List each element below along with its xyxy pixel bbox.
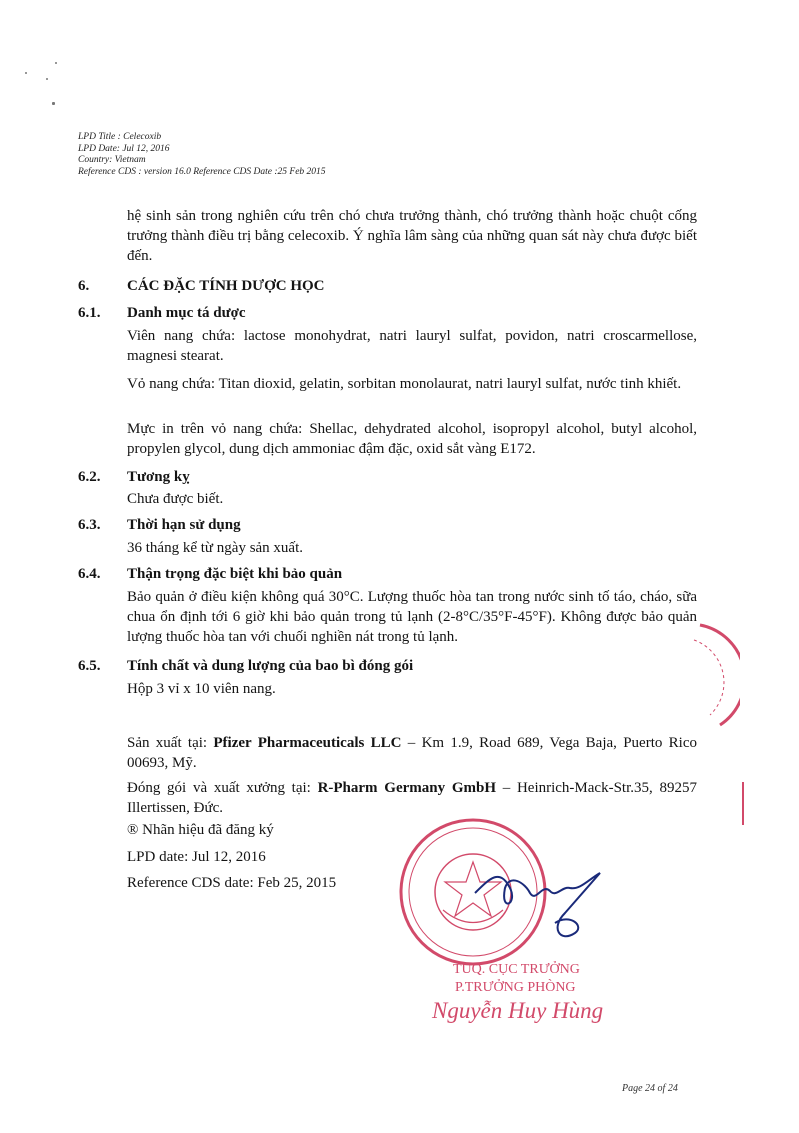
section-6-2-number: 6.2. [78, 469, 101, 485]
signer-title-2: P.TRƯỞNG PHÒNG [455, 980, 576, 995]
section-6-4-number: 6.4. [78, 566, 101, 582]
country: Country: Vietnam [78, 155, 146, 165]
packager-address: – Heinrich-Mack-Str.35, 89257 Illertissen, Đức. [127, 780, 697, 816]
intro-paragraph: hệ sinh sản trong nghiên cứu trên chó chưa trưởng thành, chó trưởng thành hoặc chuột cống trưởng thành điều trị bằng celecoxib. Ý nghĩa lâm sàng của những quan sát này chưa được biết đến. [127, 208, 697, 264]
reference-cds-date: Reference CDS date: Feb 25, 2015 [127, 875, 337, 891]
section-6-2-title: Tương kỵ [127, 469, 190, 485]
packager-company: R-Pharm Germany GmbH [317, 780, 496, 796]
lpd-date: LPD Date: Jul 12, 2016 [78, 143, 170, 154]
scan-speck [52, 102, 55, 105]
signer-name: Nguyễn Huy Hùng [432, 998, 604, 1023]
packager-label: Đóng gói và xuất xưởng tại: [127, 780, 318, 796]
section-6-1-number: 6.1. [78, 305, 101, 321]
trademark-note: ® Nhãn hiệu đã đăng ký [127, 822, 274, 838]
document-header [78, 132, 326, 178]
manufacturer-company: Pfizer Pharmaceuticals LLC [213, 735, 402, 751]
scan-speck [25, 72, 27, 74]
handwritten-signature [470, 858, 610, 948]
scan-speck [55, 62, 57, 64]
section-6-3-title: Thời hạn sử dụng [127, 517, 241, 533]
scan-speck [46, 78, 48, 80]
section-6-5-number: 6.5. [78, 658, 101, 674]
excipients-shell: Vỏ nang chứa: Titan dioxid, gelatin, sorbitan monolaurat, natri lauryl sulfat, nước tinh khiết. [127, 376, 682, 392]
manufacturer-address: – Km 1.9, Road 689, Vega Baja, Puerto Rico 00693, Mỹ. [127, 735, 697, 771]
packaging-text: Hộp 3 vỉ x 10 viên nang. [127, 681, 276, 697]
section-6-5-title: Tính chất và dung lượng của bao bì đóng gói [127, 658, 414, 674]
section-6-1-title: Danh mục tá dược [127, 305, 246, 321]
section-6-title: CÁC ĐẶC TÍNH DƯỢC HỌC [127, 278, 325, 294]
incompatibility-text: Chưa được biết. [127, 491, 224, 507]
signer-title-1: TUQ. CỤC TRƯỞNG [453, 962, 580, 977]
excipients-ink: Mực in trên vỏ nang chứa: Shellac, dehydrated alcohol, isopropyl alcohol, butyl alcohol, propylen glycol, dung dịch ammoniac đậm đặc, oxid sắt vàng E172. [127, 421, 697, 457]
section-6-3-number: 6.3. [78, 517, 101, 533]
section-6-4-title: Thận trọng đặc biệt khi bảo quản [127, 566, 343, 582]
stamp-edge-mark [738, 780, 748, 830]
manufacturer-label: Sản xuất tại: [127, 735, 214, 751]
page-number: Page 24 of 24 [622, 1083, 678, 1094]
reference-cds: Reference CDS : version 16.0 Reference CDS Date :25 Feb 2015 [78, 166, 326, 177]
storage-text: Bảo quản ở điều kiện không quá 30°C. Lượng thuốc hòa tan trong nước sinh tố táo, cháo, sữa chua ổn định tới 6 giờ khi bảo quản trong tủ lạnh (2-8°C/35°F-45°F). Không được bảo quản lượng thuốc hòa tan với chuối nghiền nát trong tủ lạnh. [127, 589, 697, 645]
shelf-life-text: 36 tháng kể từ ngày sản xuất. [127, 540, 304, 556]
lpd-date-footer: LPD date: Jul 12, 2016 [127, 849, 266, 865]
lpd-title: LPD Title : Celecoxib [78, 132, 162, 142]
manufacturer-info [127, 733, 697, 773]
excipients-capsule: Viên nang chứa: lactose monohydrat, natri lauryl sulfat, povidon, natri croscarmellose, magnesi stearat. [127, 328, 697, 364]
section-6-number: 6. [78, 278, 90, 294]
partial-stamp-edge [680, 615, 740, 735]
